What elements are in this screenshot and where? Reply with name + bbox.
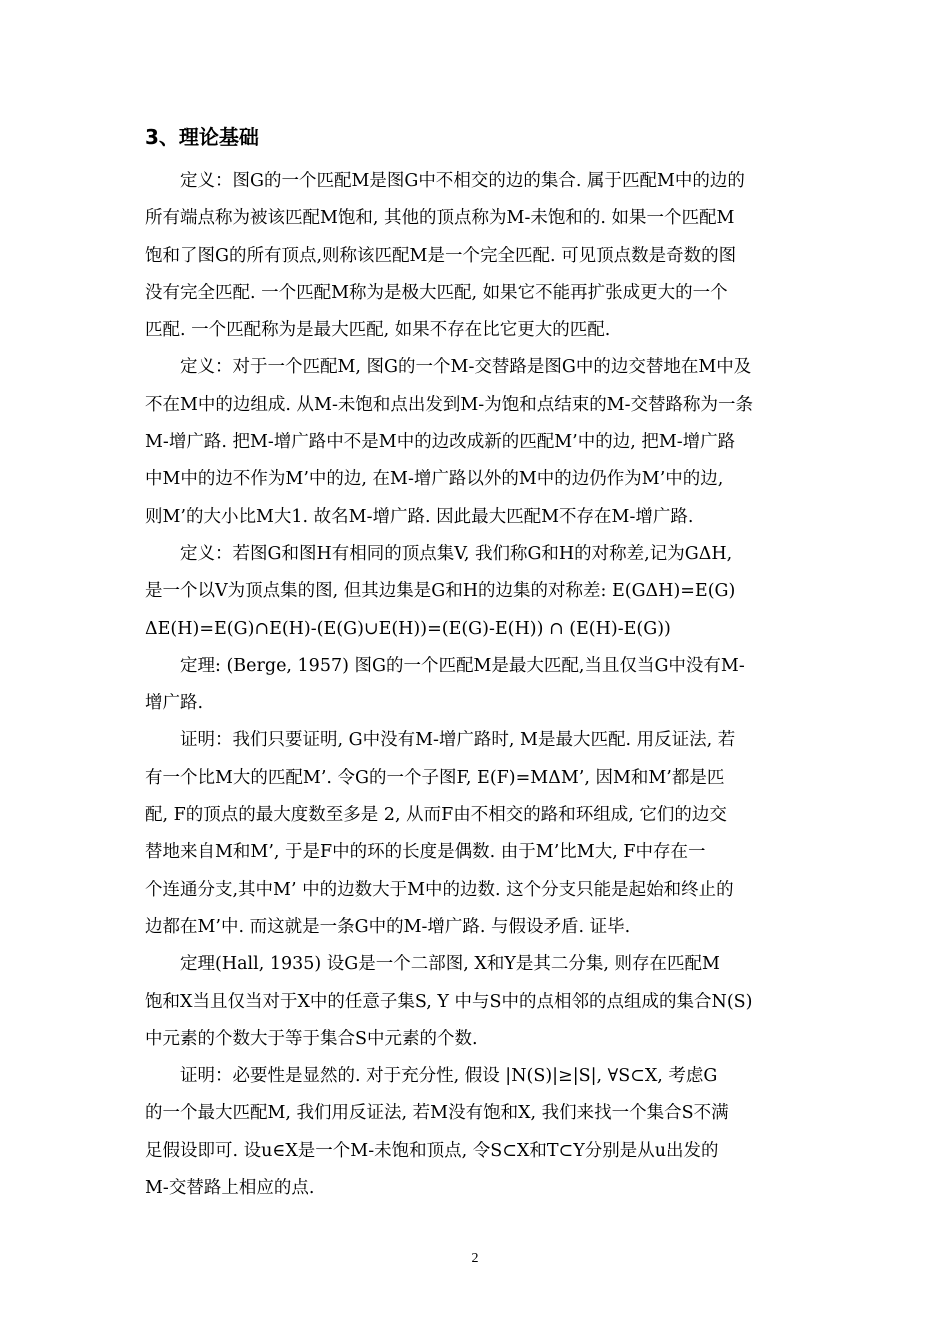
text-line: 替地来自M和M’, 于是F中的环的长度是偶数. 由于M’比M大, F中存在一 [145,842,706,863]
text-line: 定理: (Berge, 1957) 图G的一个匹配M是最大匹配,当且仅当G中没有M- [180,655,745,676]
page-number: 2 [471,1251,479,1266]
text-line: 边都在M’中. 而这就是一条G中的M-增广路. 与假设矛盾. 证毕. [145,916,631,937]
text-line: 定理(Hall, 1935) 设G是一个二部图, X和Y是其二分集, 则存在匹配M [180,954,720,975]
text-line: 饱和X当且仅当对于X中的任意子集S, Y 中与S中的点相邻的点组成的集合N(S) [145,991,753,1012]
text-line: ΔE(H)=E(G)∩E(H)-(E(G)∪E(H))=(E(G)-E(H)) ∩ (E(H)-E(G)) [145,618,671,639]
text-line: 则M’的大小比M大1. 故名M-增广路. 因此最大匹配M不存在M-增广路. [145,506,694,527]
text-line: 是一个以V为顶点集的图, 但其边集是G和H的边集的对称差: E(GΔH)=E(G) [145,581,736,602]
text-line: 的一个最大匹配M, 我们用反证法, 若M没有饱和X, 我们来找一个集合S不满 [145,1103,729,1124]
text-line: 中M中的边不作为M’中的边, 在M-增广路以外的M中的边仍作为M’中的边, [145,469,724,490]
text-line: 所有端点称为被该匹配M饱和, 其他的顶点称为M-未饱和的. 如果一个匹配M [145,208,735,229]
text-line: 足假设即可. 设u∈X是一个M-未饱和顶点, 令S⊂X和T⊂Y分别是从u出发的 [145,1140,719,1161]
text-line: 个连通分支,其中M’ 中的边数大于M中的边数. 这个分支只能是起始和终止的 [145,879,734,900]
paragraph-definition-matching [145,163,810,349]
text-line: 配, F的顶点的最大度数至多是 2, 从而F由不相交的路和环组成, 它们的边交 [145,805,727,826]
paragraph-theorem-hall [145,946,810,1058]
text-line: 没有完全匹配. 一个匹配M称为是极大匹配, 如果它不能再扩张成更大的一个 [145,282,728,303]
text-line: 匹配. 一个匹配称为是最大匹配, 如果不存在比它更大的匹配. [145,320,611,341]
text-line: M-增广路. 把M-增广路中不是M中的边改成新的匹配M’中的边, 把M-增广路 [145,432,736,453]
text-line: 定义：图G的一个匹配M是图G中不相交的边的集合. 属于匹配M中的边的 [180,171,745,191]
section-title: 3、理论基础 [145,125,259,149]
text-line: 证明：必要性是显然的. 对于充分性, 假设 |N(S)|≥|S|, ∀S⊂X, 考虑G [180,1066,718,1087]
text-line: 不在M中的边组成. 从M-未饱和点出发到M-为饱和点结束的M-交替路称为一条 [145,394,754,415]
paragraph-proof-hall [145,1058,810,1207]
text-line: 证明：我们只要证明, G中没有M-增广路时, M是最大匹配. 用反证法, 若 [180,730,736,751]
body-text [145,163,810,1207]
paragraph-definition-symmetric-difference [145,536,810,648]
paragraph-theorem-berge [145,648,810,723]
text-line: 有一个比M大的匹配M’. 令G的一个子图F, E(F)=MΔM’, 因M和M’都是匹 [145,767,725,788]
text-line: 增广路. [145,693,204,714]
paragraph-proof-berge [145,722,810,946]
text-line: 饱和了图G的所有顶点,则称该匹配M是一个完全匹配. 可见顶点数是奇数的图 [145,245,737,266]
text-line: 中元素的个数大于等于集合S中元素的个数. [145,1028,478,1049]
paragraph-definition-alternating-path [145,349,810,535]
text-line: 定义：若图G和图H有相同的顶点集V, 我们称G和H的对称差,记为GΔH, [180,543,733,564]
text-line: M-交替路上相应的点. [145,1178,315,1199]
text-line: 定义：对于一个匹配M, 图G的一个M-交替路是图G中的边交替地在M中及 [180,357,752,378]
